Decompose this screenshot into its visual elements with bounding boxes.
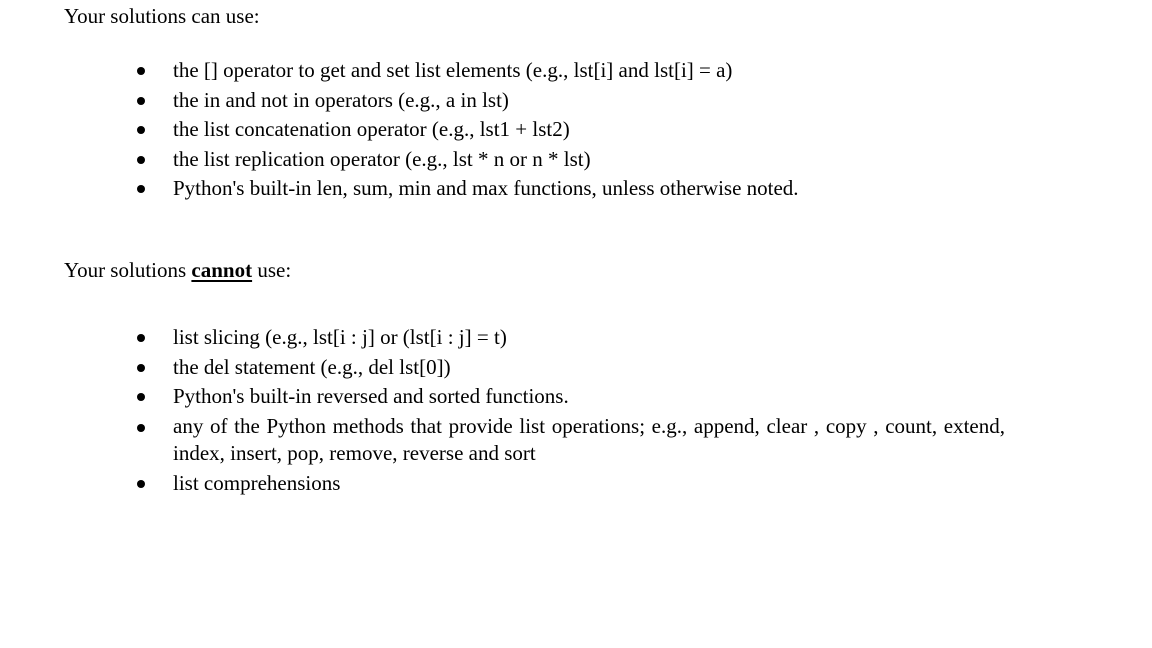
- cannot-use-item-text: list comprehensions: [173, 470, 341, 495]
- can-use-item: [0, 174, 799, 204]
- cannot-use-item: [0, 323, 1005, 353]
- can-use-list: [0, 56, 799, 204]
- bullet-icon: [137, 334, 145, 342]
- can-use-item: [0, 86, 799, 116]
- cannot-use-item-text: the del statement (e.g., del lst[0]): [173, 354, 451, 379]
- can-use-item: [0, 56, 799, 86]
- bullet-icon: [137, 67, 145, 75]
- cannot-heading-suffix: use:: [252, 258, 292, 282]
- cannot-use-item: [0, 353, 1005, 383]
- cannot-use-heading: [64, 258, 291, 282]
- cannot-use-item: [0, 382, 1005, 412]
- can-use-item-text: the [] operator to get and set list elements (e.g., lst[i] and lst[i] = a): [173, 58, 733, 82]
- can-use-item-text: the list replication operator (e.g., lst * n or n * lst): [173, 146, 591, 171]
- bullet-icon: [137, 480, 145, 488]
- can-use-item-text: the list concatenation operator (e.g., lst1 + lst2): [173, 117, 570, 141]
- bullet-icon: [137, 364, 145, 372]
- cannot-use-item-text: Python's built-in reversed and sorted functions.: [173, 384, 569, 408]
- bullet-icon: [137, 126, 145, 134]
- cannot-use-item: [0, 412, 1005, 469]
- cannot-emphasis: cannot: [191, 258, 253, 282]
- cannot-use-list: [0, 323, 1005, 498]
- bullet-icon: [137, 97, 145, 105]
- bullet-icon: [137, 156, 145, 164]
- cannot-heading-prefix: Your solutions: [64, 258, 192, 282]
- cannot-use-item-text: any of the Python methods that provide list operations; e.g., append, clear , copy , count, extend, index, insert, pop, remove, reverse and sort: [173, 413, 1005, 465]
- bullet-icon: [137, 185, 145, 193]
- bullet-icon: [137, 424, 145, 432]
- can-use-item: [0, 145, 799, 175]
- can-use-item: [0, 115, 799, 145]
- cannot-use-item: [0, 469, 1005, 499]
- can-use-item-text: the in and not in operators (e.g., a in lst): [173, 87, 509, 112]
- can-use-item-text: Python's built-in len, sum, min and max functions, unless otherwise noted.: [173, 176, 799, 200]
- cannot-use-item-text: list slicing (e.g., lst[i : j] or (lst[i : j] = t): [173, 325, 507, 349]
- can-use-heading: Your solutions can use:: [64, 4, 260, 28]
- bullet-icon: [137, 393, 145, 401]
